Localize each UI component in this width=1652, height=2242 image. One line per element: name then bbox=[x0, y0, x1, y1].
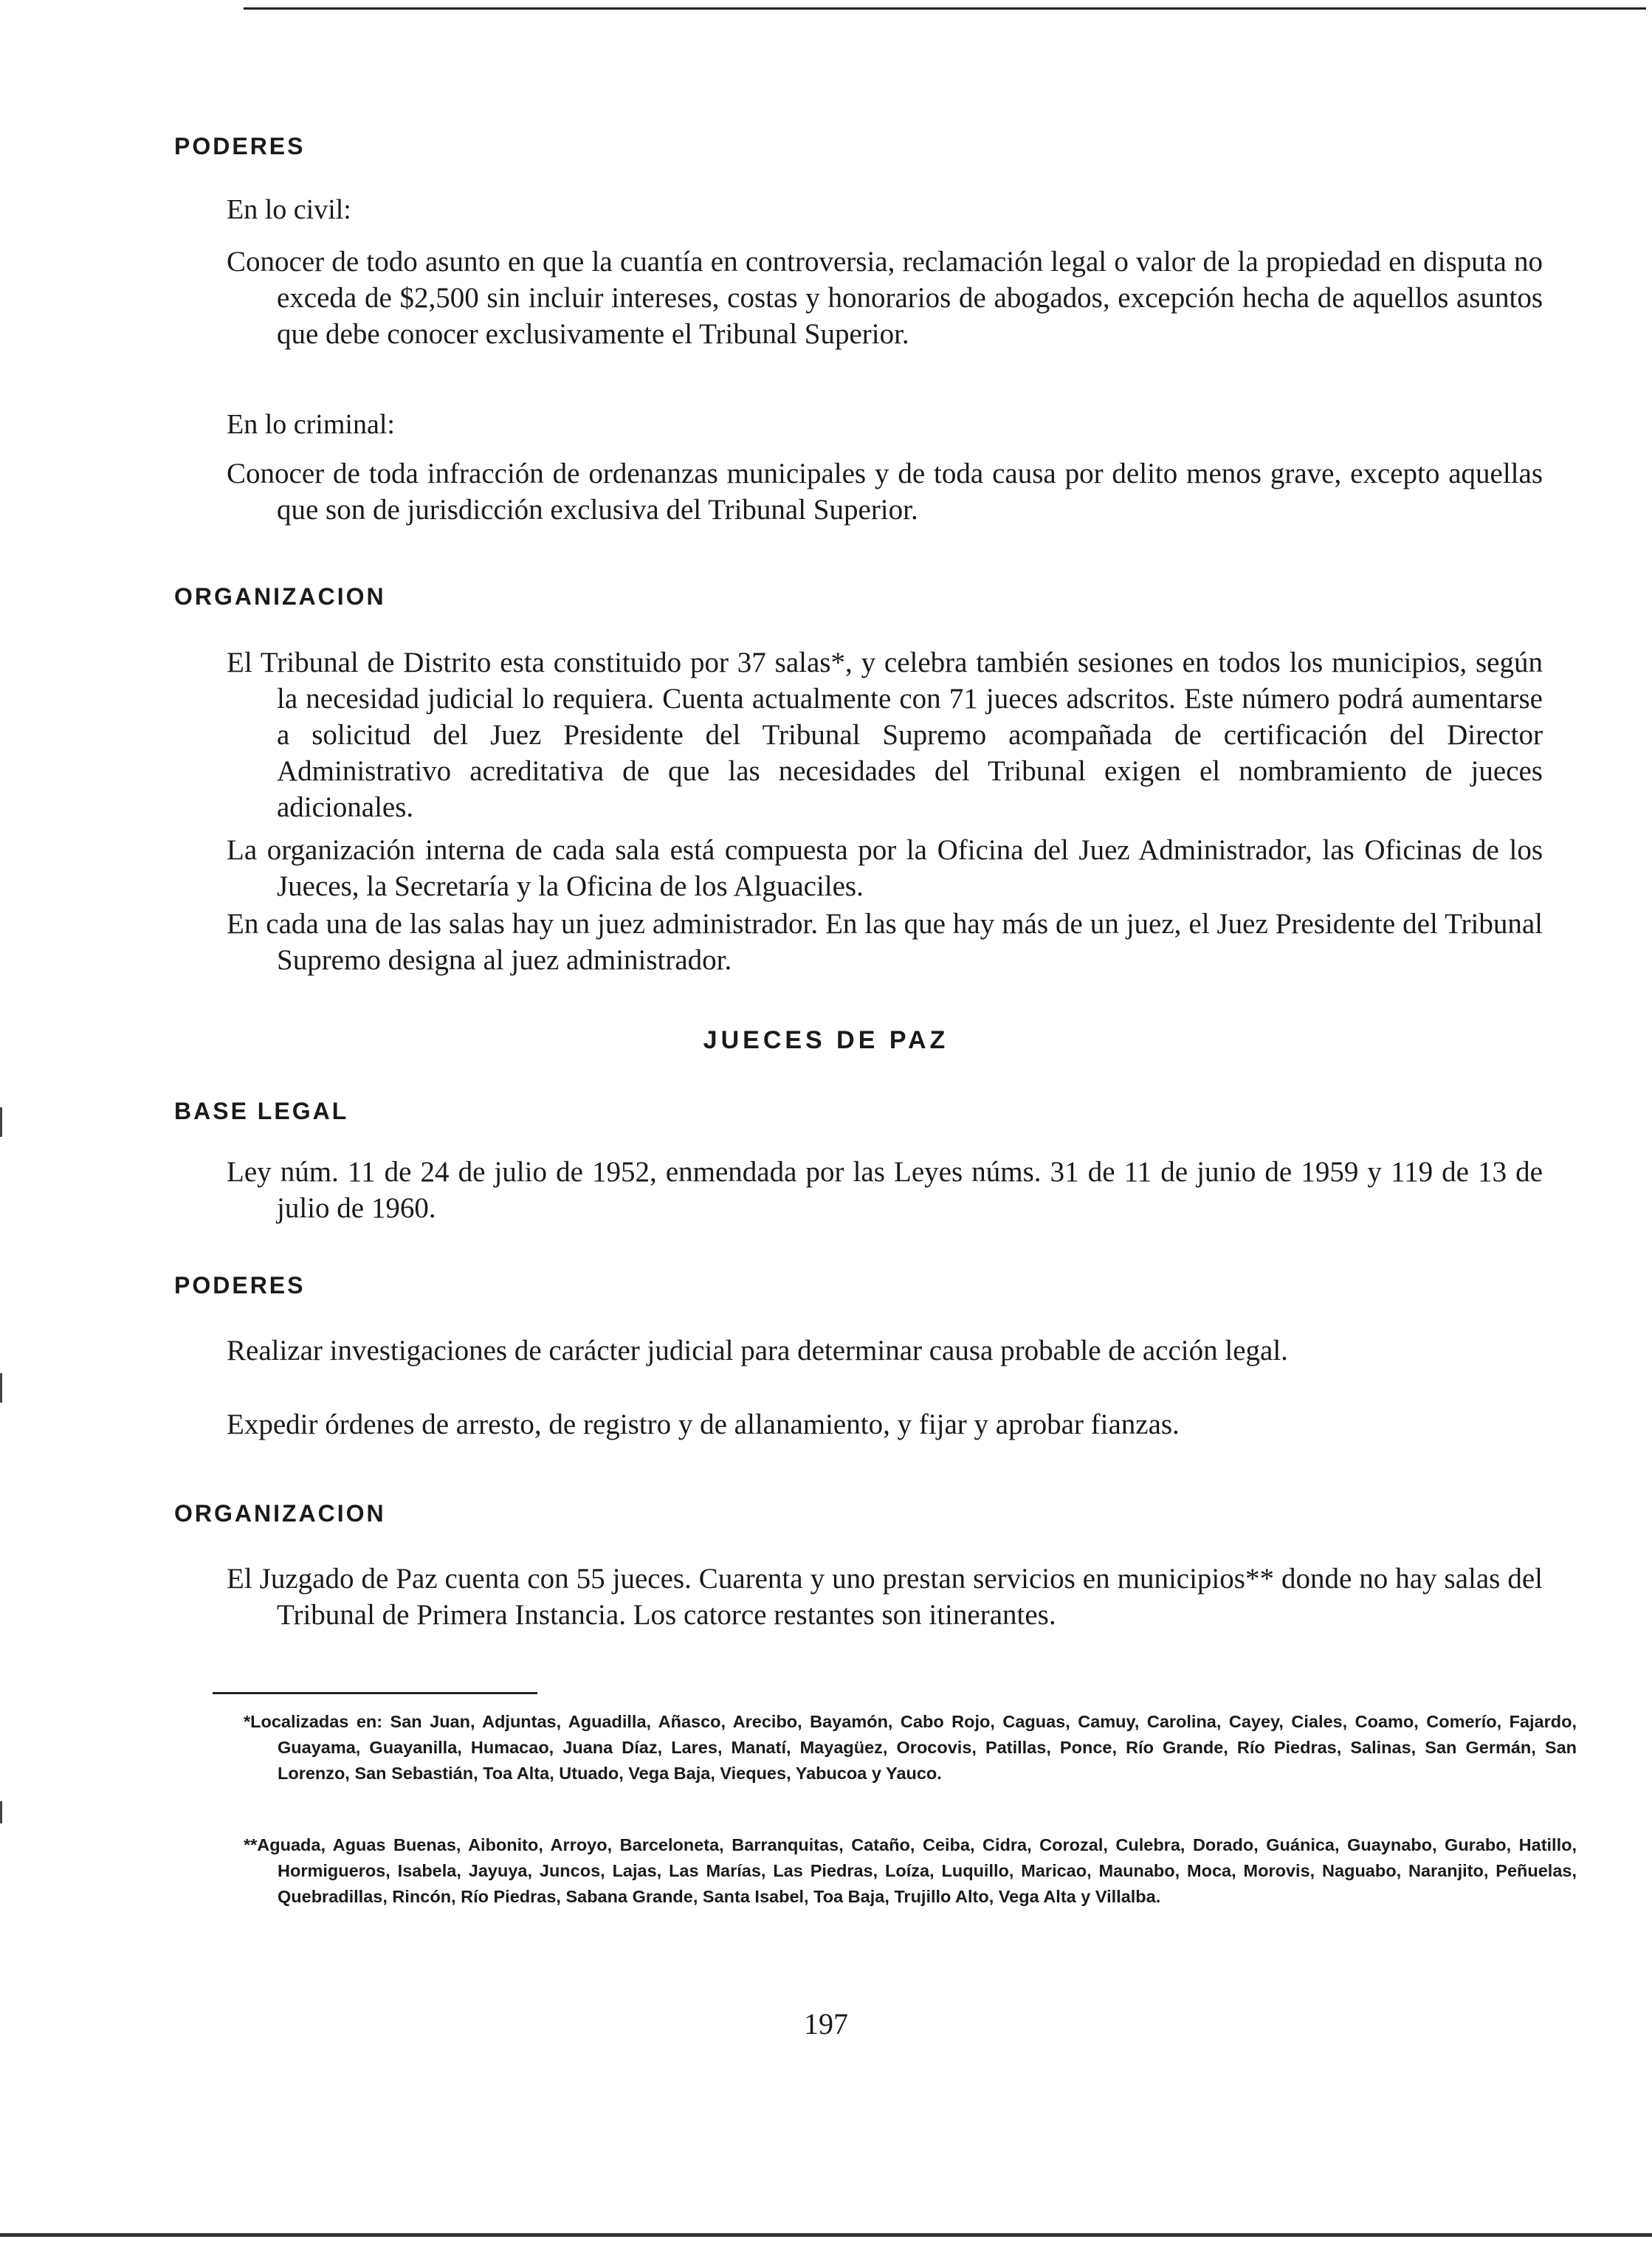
top-rule bbox=[244, 7, 1646, 10]
paragraph-organizacion-interna: La organización interna de cada sala está compuesta por la Oficina del Juez Administrador, las Oficinas de los Jueces, la Secretaría y la Oficina de los Alguaciles. bbox=[227, 834, 1543, 902]
footnote-rule bbox=[213, 1692, 537, 1694]
heading-base-legal: BASE LEGAL bbox=[174, 1098, 349, 1124]
margin-mark bbox=[0, 1801, 2, 1823]
label-en-lo-civil: En lo civil: bbox=[227, 194, 351, 225]
margin-mark bbox=[0, 1107, 2, 1137]
paragraph-base-legal: Ley núm. 11 de 24 de julio de 1952, enmendada por las Leyes núms. 31 de 11 de junio de 1959 y 119 de 13 de julio de 1960. bbox=[227, 1156, 1543, 1224]
label-en-lo-criminal: En lo criminal: bbox=[227, 409, 395, 440]
paragraph-ordenes: Expedir órdenes de arresto, de registro y de allanamiento, y fijar y aprobar fianzas. bbox=[227, 1409, 1180, 1440]
paragraph-civil: Conocer de todo asunto en que la cuantía en controversia, reclamación legal o valor de la propiedad en disputa no exceda de $2,500 sin incluir intereses, costas y honorarios de abogados, excepción hecha de aquellos asuntos que debe conocer exclusivamente el Tribunal Superior. bbox=[227, 246, 1543, 350]
footnote-salas: *Localizadas en: San Juan, Adjuntas, Aguadilla, Añasco, Arecibo, Bayamón, Cabo Rojo, Caguas, Camuy, Carolina, Cayey, Ciales, Coamo, Comerío, Fajardo, Guayama, Guayanilla, Humacao, Juana Díaz, Lares, Manatí, Mayagüez, Orocovis, Patillas, Ponce, Río Grande, Río Piedras, Salinas, San Germán, San Lorenzo, San Sebastián, Toa Alta, Utuado, Vega Baja, Vieques, Yabucoa y Yauco. bbox=[244, 1712, 1577, 1783]
margin-mark bbox=[0, 1373, 2, 1403]
paragraph-juez-administrador: En cada una de las salas hay un juez administrador. En las que hay más de un juez, el Juez Presidente del Tribunal Supremo designa al juez administrador. bbox=[227, 908, 1543, 976]
heading-poderes-paz: PODERES bbox=[174, 1272, 306, 1299]
footnote-municipios: **Aguada, Aguas Buenas, Aibonito, Arroyo, Barceloneta, Barranquitas, Cataño, Ceiba, Cidra, Corozal, Culebra, Dorado, Guánica, Guaynabo, Gurabo, Hatillo, Hormigueros, Isabela, Jayuya, Juncos, Lajas, Las Marías, Las Piedras, Loíza, Luquillo, Maricao, Maunabo, Moca, Morovis, Naguabo, Naranjito, Peñuelas, Quebradillas, Rincón, Río Piedras, Sabana Grande, Santa Isabel, Toa Baja, Trujillo Alto, Vega Alta y Villalba. bbox=[244, 1835, 1577, 1906]
bottom-rule bbox=[0, 2233, 1652, 2237]
paragraph-juzgado-de-paz: El Juzgado de Paz cuenta con 55 jueces. Cuarenta y uno prestan servicios en municipios** donde no hay salas del Tribunal de Primera Instancia. Los catorce restantes son itinerantes. bbox=[227, 1563, 1543, 1631]
heading-organizacion-paz: ORGANIZACION bbox=[174, 1500, 386, 1527]
title-jueces-de-paz: JUECES DE PAZ bbox=[703, 1026, 949, 1054]
heading-poderes: PODERES bbox=[174, 133, 306, 159]
paragraph-investigaciones: Realizar investigaciones de carácter judicial para determinar causa probable de acción legal. bbox=[227, 1335, 1288, 1366]
paragraph-organizacion-tribunal: El Tribunal de Distrito esta constituido por 37 salas*, y celebra también sesiones en todos los municipios, según la necesidad judicial lo requiera. Cuenta actualmente con 71 jueces adscritos. Este número podrá aumentarse a solicitud del Juez Presidente del Tribunal Supremo acompañada de certificación del Director Administrativo acreditativa de que las necesidades del Tribunal exigen el nombramiento de jueces adicionales. bbox=[227, 647, 1543, 823]
page-number: 197 bbox=[804, 2007, 848, 2040]
heading-organizacion: ORGANIZACION bbox=[174, 583, 386, 610]
paragraph-criminal: Conocer de toda infracción de ordenanzas municipales y de toda causa por delito menos grave, excepto aquellas que son de jurisdicción exclusiva del Tribunal Superior. bbox=[227, 458, 1543, 526]
